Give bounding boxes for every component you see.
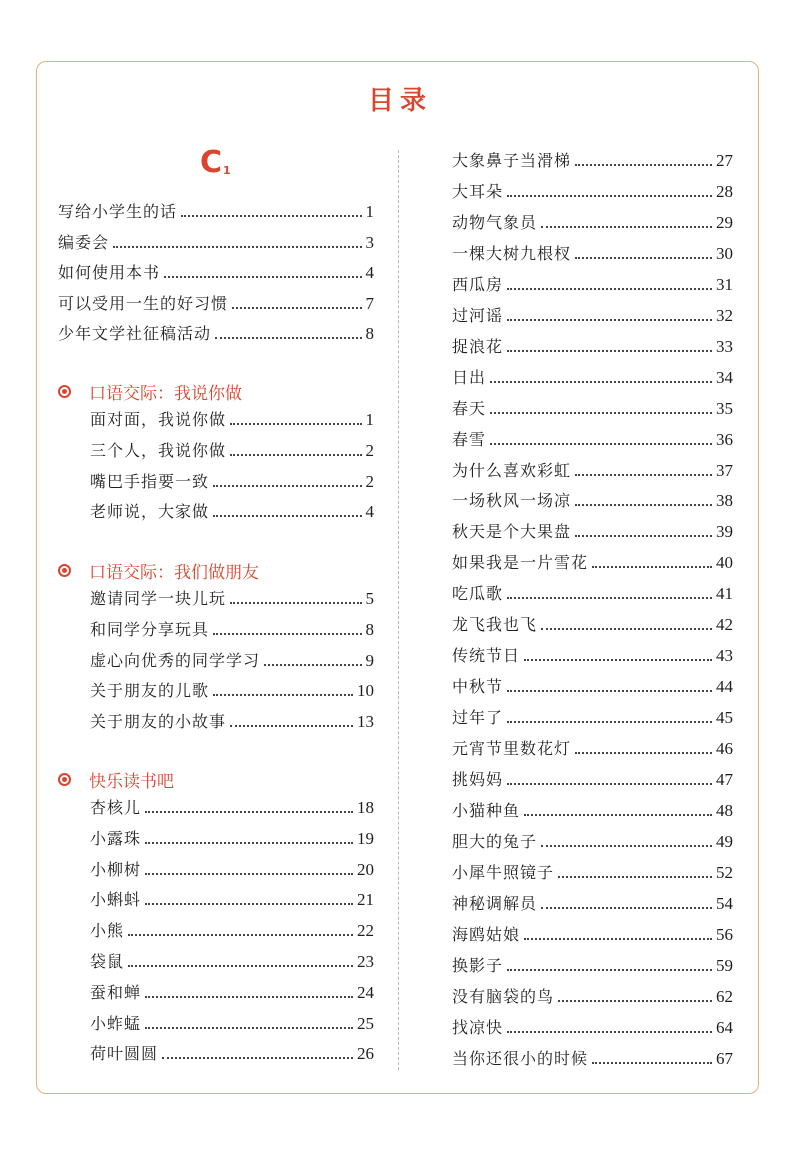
toc-entry-title: 龙飞我也飞	[452, 615, 538, 635]
toc-entry[interactable]	[58, 318, 374, 344]
toc-entry-page: 24	[357, 982, 374, 1002]
toc-entry[interactable]	[90, 614, 374, 640]
toc-entry-page: 27	[716, 151, 733, 170]
toc-entry-title: 为什么喜欢彩虹	[452, 460, 572, 480]
toc-entry[interactable]	[452, 207, 733, 233]
toc-entry-title: 挑妈妈	[452, 770, 504, 789]
toc-entry[interactable]	[90, 404, 374, 430]
toc-entry-title: 荷叶圆圆	[90, 1044, 159, 1064]
target-bullet-icon	[58, 385, 71, 398]
dot-leader	[575, 535, 712, 537]
toc-entry-page: 41	[716, 584, 733, 604]
toc-entry-title: 换影子	[452, 955, 504, 975]
toc-entry-title: 找凉快	[452, 1017, 504, 1037]
dot-leader	[230, 602, 361, 604]
toc-entry[interactable]	[90, 706, 374, 732]
toc-entry-page: 18	[357, 798, 374, 817]
section-heading	[58, 379, 242, 403]
toc-entry-page: 54	[716, 893, 733, 913]
toc-entry-title: 吃瓜歌	[452, 584, 504, 604]
toc-entry-page: 4	[365, 502, 374, 522]
toc-entry-title: 一棵大树九根杈	[452, 243, 572, 263]
toc-entry[interactable]	[90, 496, 374, 522]
toc-entry-page: 67	[716, 1048, 733, 1068]
toc-entry-page: 49	[716, 831, 733, 851]
dot-leader	[145, 873, 353, 875]
toc-entry-title: 元宵节里数花灯	[452, 739, 572, 759]
toc-entry[interactable]	[452, 795, 733, 821]
toc-entry[interactable]	[90, 946, 374, 972]
toc-entry[interactable]	[58, 257, 374, 283]
toc-entry-page: 21	[357, 890, 374, 910]
toc-entry-page: 31	[716, 274, 733, 294]
toc-entry[interactable]	[90, 884, 374, 910]
section-heading-text: 口语交际：我说你做	[89, 383, 242, 404]
toc-entry[interactable]	[452, 176, 733, 202]
dot-leader	[490, 381, 712, 383]
dot-leader	[181, 215, 361, 217]
toc-entry-title: 春天	[452, 398, 487, 418]
toc-entry[interactable]	[452, 516, 733, 542]
dot-leader	[541, 628, 712, 630]
dot-leader	[213, 633, 361, 635]
toc-entry-page: 47	[716, 770, 733, 789]
toc-entry-title: 小露珠	[90, 828, 142, 848]
dot-leader	[145, 1027, 353, 1029]
toc-entry-title: 春雪	[452, 429, 487, 449]
dot-leader	[575, 257, 712, 259]
toc-entry-title: 和同学分享玩具	[90, 619, 210, 639]
dot-leader	[575, 752, 712, 754]
toc-entry-page: 52	[716, 862, 733, 882]
dot-leader	[145, 903, 353, 905]
toc-entry-page: 7	[365, 293, 374, 313]
toc-entry-page: 39	[716, 522, 733, 542]
toc-entry-page: 35	[716, 398, 733, 418]
section-heading	[58, 767, 174, 791]
toc-entry[interactable]	[452, 362, 733, 388]
toc-entry-title: 三个人，我说你做	[90, 440, 227, 460]
toc-entry[interactable]	[452, 393, 733, 419]
toc-entry[interactable]	[452, 888, 733, 914]
dot-leader	[164, 276, 361, 278]
toc-entry[interactable]	[452, 145, 733, 171]
toc-entry[interactable]	[90, 435, 374, 461]
target-bullet-icon	[58, 564, 71, 577]
dot-leader	[128, 965, 353, 967]
toc-entry-page: 9	[365, 650, 374, 670]
toc-entry-page: 29	[716, 212, 733, 232]
dot-leader	[507, 1031, 712, 1033]
toc-entry-title: 少年文学社征稿活动	[58, 324, 212, 343]
toc-entry-page: 8	[365, 324, 374, 343]
toc-entry-title: 小猫种鱼	[452, 800, 521, 820]
dot-leader	[113, 246, 361, 248]
toc-entry[interactable]	[90, 675, 374, 701]
toc-entry[interactable]	[452, 485, 733, 511]
toc-entry[interactable]	[452, 331, 733, 357]
toc-entry-page: 56	[716, 924, 733, 944]
toc-entry-title: 一场秋风一场凉	[452, 491, 572, 511]
toc-entry-page: 38	[716, 491, 733, 511]
toc-entry[interactable]	[452, 1012, 733, 1038]
toc-entry-title: 胆大的兔子	[452, 831, 538, 851]
dot-leader	[524, 659, 712, 661]
toc-entry-title: 小犀牛照镜子	[452, 862, 555, 882]
toc-entry[interactable]	[452, 424, 733, 450]
toc-entry-page: 44	[716, 677, 733, 697]
dot-leader	[507, 969, 712, 971]
dot-leader	[541, 907, 712, 909]
toc-entry-page: 2	[365, 440, 374, 460]
toc-entry[interactable]	[452, 238, 733, 264]
toc-entry-title: 小蚱蜢	[90, 1013, 142, 1033]
toc-entry-page: 40	[716, 553, 733, 573]
toc-entry[interactable]	[90, 977, 374, 1003]
toc-entry-title: 小柳树	[90, 859, 142, 879]
dot-leader	[507, 195, 712, 197]
toc-entry-title: 虚心向优秀的同学学习	[90, 650, 261, 670]
dot-leader	[524, 814, 712, 816]
dot-leader	[541, 845, 712, 847]
toc-entry-page: 4	[365, 263, 374, 282]
toc-entry[interactable]	[90, 466, 374, 492]
section-heading-text: 口语交际：我们做朋友	[89, 562, 259, 583]
toc-entry[interactable]	[452, 950, 733, 976]
dot-leader	[592, 566, 712, 568]
toc-entry-title: 写给小学生的话	[58, 202, 178, 221]
dot-leader	[213, 485, 361, 487]
toc-entry-page: 13	[357, 712, 374, 732]
toc-entry[interactable]	[452, 1043, 733, 1069]
toc-entry-title: 面对面，我说你做	[90, 410, 227, 429]
toc-entry[interactable]	[452, 547, 733, 573]
dot-leader	[145, 842, 353, 844]
toc-entry-title: 中秋节	[452, 677, 504, 697]
toc-entry-title: 海鸥姑娘	[452, 924, 521, 944]
dot-leader	[541, 226, 712, 228]
dot-leader	[230, 454, 361, 456]
dot-leader	[145, 811, 353, 813]
toc-entry[interactable]	[90, 645, 374, 671]
toc-entry-page: 37	[716, 460, 733, 480]
toc-entry-title: 老师说，大家做	[90, 502, 210, 522]
dot-leader	[507, 319, 712, 321]
toc-entry-title: 可以受用一生的好习惯	[58, 293, 229, 313]
dot-leader	[575, 164, 712, 166]
toc-entry-page: 5	[365, 589, 374, 608]
toc-entry-title: 小熊	[90, 921, 125, 941]
toc-entry-page: 30	[716, 243, 733, 263]
dot-leader	[575, 504, 712, 506]
toc-entry[interactable]	[58, 196, 374, 222]
toc-entry[interactable]	[90, 1008, 374, 1034]
dot-leader	[232, 307, 361, 309]
toc-entry-page: 43	[716, 646, 733, 666]
toc-entry[interactable]	[90, 792, 374, 818]
toc-entry[interactable]	[452, 764, 733, 790]
toc-entry-title: 杏核儿	[90, 798, 142, 817]
toc-entry[interactable]	[58, 288, 374, 314]
toc-entry-page: 1	[365, 202, 374, 221]
dot-leader	[524, 938, 712, 940]
dot-leader	[215, 337, 361, 339]
toc-entry-page: 19	[357, 828, 374, 848]
toc-entry-page: 48	[716, 800, 733, 820]
dot-leader	[490, 443, 712, 445]
toc-entry-page: 2	[365, 471, 374, 491]
toc-entry-page: 33	[716, 336, 733, 356]
toc-entry-page: 42	[716, 615, 733, 635]
dot-leader	[507, 288, 712, 290]
toc-entry[interactable]	[90, 854, 374, 880]
section-heading-text: 快乐读书吧	[89, 771, 174, 792]
dot-leader	[213, 694, 353, 696]
dot-leader	[162, 1057, 353, 1059]
grade-label	[200, 145, 231, 180]
dot-leader	[507, 721, 712, 723]
grade-letter: C	[200, 145, 223, 180]
toc-entry[interactable]	[90, 915, 374, 941]
toc-entry-page: 22	[357, 921, 374, 941]
toc-entry-page: 45	[716, 708, 733, 728]
toc-entry[interactable]	[58, 227, 374, 253]
toc-entry-title: 动物气象员	[452, 212, 538, 232]
page-title: 目录	[367, 86, 432, 116]
toc-entry-title: 过年了	[452, 708, 504, 728]
toc-entry-title: 小蝌蚪	[90, 890, 142, 910]
section-heading	[58, 558, 259, 582]
toc-entry-title: 蚕和蝉	[90, 982, 142, 1002]
dot-leader	[592, 1062, 712, 1064]
toc-entry-page: 23	[357, 952, 374, 971]
toc-entry[interactable]	[90, 1038, 374, 1064]
toc-entry-page: 28	[716, 181, 733, 201]
toc-entry[interactable]	[452, 733, 733, 759]
toc-entry[interactable]	[452, 578, 733, 604]
toc-entry-title: 神秘调解员	[452, 893, 538, 913]
toc-entry-title: 邀请同学一块儿玩	[90, 589, 227, 608]
grade-subscript: 1	[223, 164, 231, 177]
toc-entry-page: 36	[716, 429, 733, 449]
dot-leader	[558, 1000, 712, 1002]
toc-entry[interactable]	[452, 919, 733, 945]
dot-leader	[128, 934, 353, 936]
toc-entry-page: 3	[365, 232, 374, 252]
toc-entry[interactable]	[452, 702, 733, 728]
toc-entry-page: 62	[716, 986, 733, 1006]
toc-entry-title: 没有脑袋的鸟	[452, 986, 555, 1006]
toc-entry-page: 20	[357, 859, 374, 879]
toc-entry-page: 26	[357, 1044, 374, 1064]
toc-entry-title: 如果我是一片雪花	[452, 553, 589, 573]
toc-entry-title: 日出	[452, 367, 487, 387]
toc-entry[interactable]	[452, 857, 733, 883]
dot-leader	[145, 996, 353, 998]
toc-entry[interactable]	[452, 269, 733, 295]
toc-entry-title: 过河谣	[452, 305, 504, 325]
toc-entry-page: 46	[716, 739, 733, 759]
toc-entry-title: 传统节日	[452, 646, 521, 666]
toc-entry-title: 编委会	[58, 232, 110, 252]
toc-entry-title: 如何使用本书	[58, 263, 161, 282]
toc-entry-title: 秋天是个大果盘	[452, 522, 572, 542]
dot-leader	[558, 876, 712, 878]
toc-entry[interactable]	[452, 300, 733, 326]
toc-entry-page: 34	[716, 367, 733, 387]
toc-entry[interactable]	[452, 981, 733, 1007]
toc-entry-page: 10	[357, 681, 374, 701]
toc-entry[interactable]	[90, 823, 374, 849]
dot-leader	[230, 725, 353, 727]
target-bullet-icon	[58, 773, 71, 786]
toc-entry[interactable]	[452, 609, 733, 635]
column-divider	[398, 150, 399, 1070]
dot-leader	[213, 515, 361, 517]
toc-entry-title: 袋鼠	[90, 952, 125, 971]
toc-entry-title: 大耳朵	[452, 181, 504, 201]
toc-entry[interactable]	[452, 671, 733, 697]
dot-leader	[230, 423, 361, 425]
toc-entry[interactable]	[452, 640, 733, 666]
toc-entry-page: 1	[365, 410, 374, 429]
toc-entry-title: 捉浪花	[452, 336, 504, 356]
toc-entry[interactable]	[90, 583, 374, 609]
toc-entry-page: 59	[716, 955, 733, 975]
dot-leader	[264, 664, 361, 666]
dot-leader	[490, 412, 712, 414]
toc-entry-title: 大象鼻子当滑梯	[452, 151, 572, 170]
toc-entry-title: 当你还很小的时候	[452, 1048, 589, 1068]
toc-entry-title: 关于朋友的小故事	[90, 712, 227, 732]
toc-entry-page: 25	[357, 1013, 374, 1033]
toc-entry-page: 64	[716, 1017, 733, 1037]
toc-entry-title: 西瓜房	[452, 274, 504, 294]
dot-leader	[507, 597, 712, 599]
toc-entry-page: 8	[365, 619, 374, 639]
dot-leader	[575, 474, 712, 476]
toc-entry-title: 关于朋友的儿歌	[90, 681, 210, 701]
toc-entry[interactable]	[452, 455, 733, 481]
toc-entry-title: 嘴巴手指要一致	[90, 471, 210, 491]
dot-leader	[507, 350, 712, 352]
dot-leader	[507, 690, 712, 692]
toc-entry-page: 32	[716, 305, 733, 325]
dot-leader	[507, 783, 712, 785]
toc-entry[interactable]	[452, 826, 733, 852]
